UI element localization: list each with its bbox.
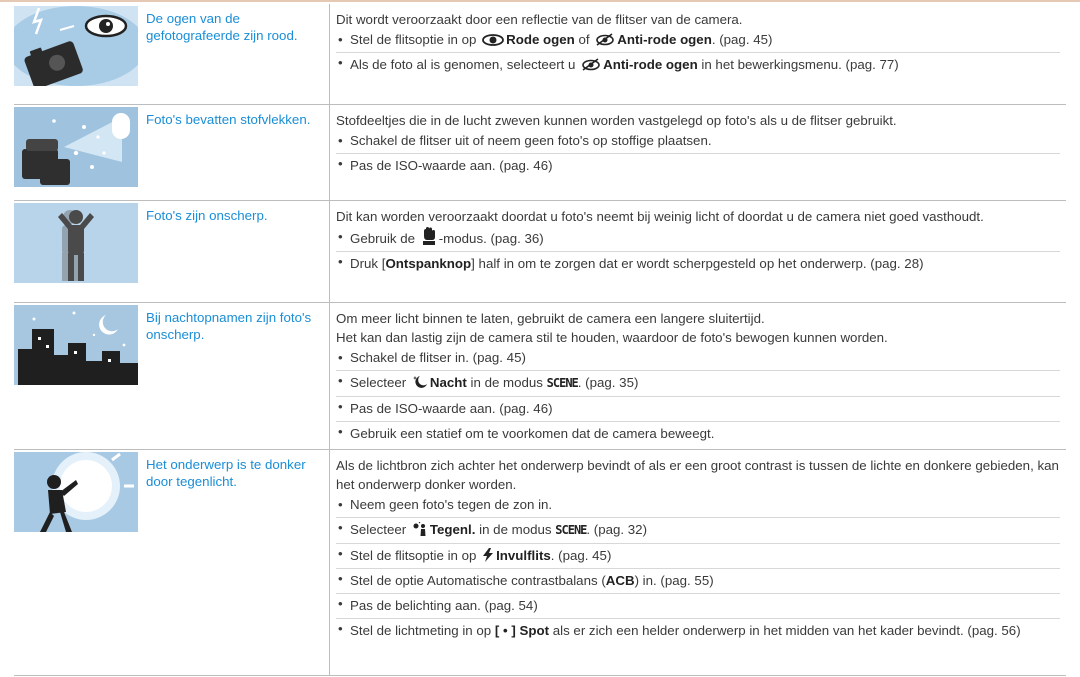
list-item: • Schakel de flitser in. (pag. 45) (336, 348, 1060, 369)
blurry-person-illustration (14, 203, 138, 283)
problem-title: Foto's zijn onscherp. (146, 207, 268, 223)
solution-intro: Om meer licht binnen te laten, gebruikt de camera een langere sluitertijd. (336, 310, 765, 326)
spot-metering-icon: [ • ] (494, 622, 516, 638)
top-rule (0, 0, 1080, 2)
solution-list (336, 348, 1060, 445)
list-item: • Gebruik een statief om te voorkomen dat de camera beweegt. (336, 421, 1060, 445)
scene-mode-icon: SCENE (555, 522, 587, 537)
anti-red-eye-icon (595, 33, 615, 46)
list-item: • Als de foto al is genomen, selecteert u Anti-rode ogen in het bewerkingsmenu. (pag. 77) (336, 52, 1060, 76)
solution-cell (330, 303, 1066, 449)
backlight-scene-icon (412, 522, 428, 536)
table-row (14, 104, 1066, 200)
list-item: • Neem geen foto's tegen de zon in. (336, 495, 1060, 516)
scene-mode-icon: SCENE (546, 375, 578, 390)
table-row (14, 200, 1066, 302)
night-moon-icon (412, 375, 428, 389)
solution-list (336, 227, 1060, 275)
solution-cell (330, 201, 1066, 279)
list-item: • Pas de ISO-waarde aan. (pag. 46) (336, 153, 1060, 177)
list-item: • Selecteer Nacht in de modus SCENE. (pag. 35) (336, 370, 1060, 395)
solution-list (336, 495, 1060, 642)
red-eye-camera-illustration (14, 6, 138, 86)
problem-title: Het onderwerp is te donker door tegenlicht. (146, 456, 306, 489)
dust-flash-illustration (14, 107, 138, 187)
list-item: • Schakel de flitser uit of neem geen foto's op stoffige plaatsen. (336, 131, 1060, 152)
list-item: • Stel de flitsoptie in op Rode ogen of Anti-rode ogen. (pag. 45) (336, 30, 1060, 51)
solution-cell (330, 4, 1066, 80)
table-row (14, 4, 1066, 104)
problem-title: De ogen van de gefotografeerde zijn rood. (146, 11, 298, 43)
solution-intro: Dit wordt veroorzaakt door een reflectie van de flitser van de camera. (336, 12, 743, 27)
list-item: • Stel de flitsoptie in op Invulflits. (pag. 45) (336, 543, 1060, 567)
solution-list (336, 30, 1060, 76)
list-item: • Gebruik de -modus. (pag. 36) (336, 227, 1060, 250)
table-row (14, 302, 1066, 449)
fill-flash-icon (482, 548, 494, 562)
anti-red-eye-icon (581, 58, 601, 71)
troubleshooting-table (14, 4, 1066, 676)
problem-title: Foto's bevatten stofvlekken. (146, 111, 311, 127)
list-item: • Pas de belichting aan. (pag. 54) (336, 593, 1060, 617)
solution-intro: Als de lichtbron zich achter het onderwerp bevindt of als er een groot contrast is tussen de lichte en donkere gebieden, kan het onderwerp donker worden. (336, 457, 1059, 492)
list-item: • Stel de lichtmeting in op [ • ] Spot als er zich een helder onderwerp in het midden van het kader bevindt. (pag. 56) (336, 618, 1060, 642)
night-city-illustration (14, 305, 138, 385)
solution-intro: Stofdeeltjes die in de lucht zweven kunnen worden vastgelegd op foto's als u de flitser gebruikt. (336, 112, 897, 128)
list-item: • Pas de ISO-waarde aan. (pag. 46) (336, 396, 1060, 420)
list-item: • Druk [Ontspanknop] half in om te zorgen dat er wordt scherpgesteld op het onderwerp. (pag. 28) (336, 251, 1060, 275)
solution-cell (330, 105, 1066, 181)
solution-intro: Het kan dan lastig zijn de camera stil te houden, waardoor de foto's bewogen kunnen worden. (336, 329, 888, 345)
dual-is-hand-icon (421, 227, 437, 245)
problem-title: Bij nachtopnamen zijn foto's onscherp. (146, 309, 312, 342)
red-eye-icon (482, 34, 504, 46)
list-item: • Stel de optie Automatische contrastbalans (ACB) in. (pag. 55) (336, 568, 1060, 592)
backlight-person-illustration (14, 452, 138, 532)
solution-intro: Dit kan worden veroorzaakt doordat u foto's neemt bij weinig licht of doordat u de camera niet goed vasthoudt. (336, 208, 984, 224)
table-row (14, 449, 1066, 675)
list-item: • Selecteer Tegenl. in de modus SCENE. (pag. 32) (336, 517, 1060, 542)
solution-list (336, 131, 1060, 177)
solution-cell (330, 450, 1066, 646)
